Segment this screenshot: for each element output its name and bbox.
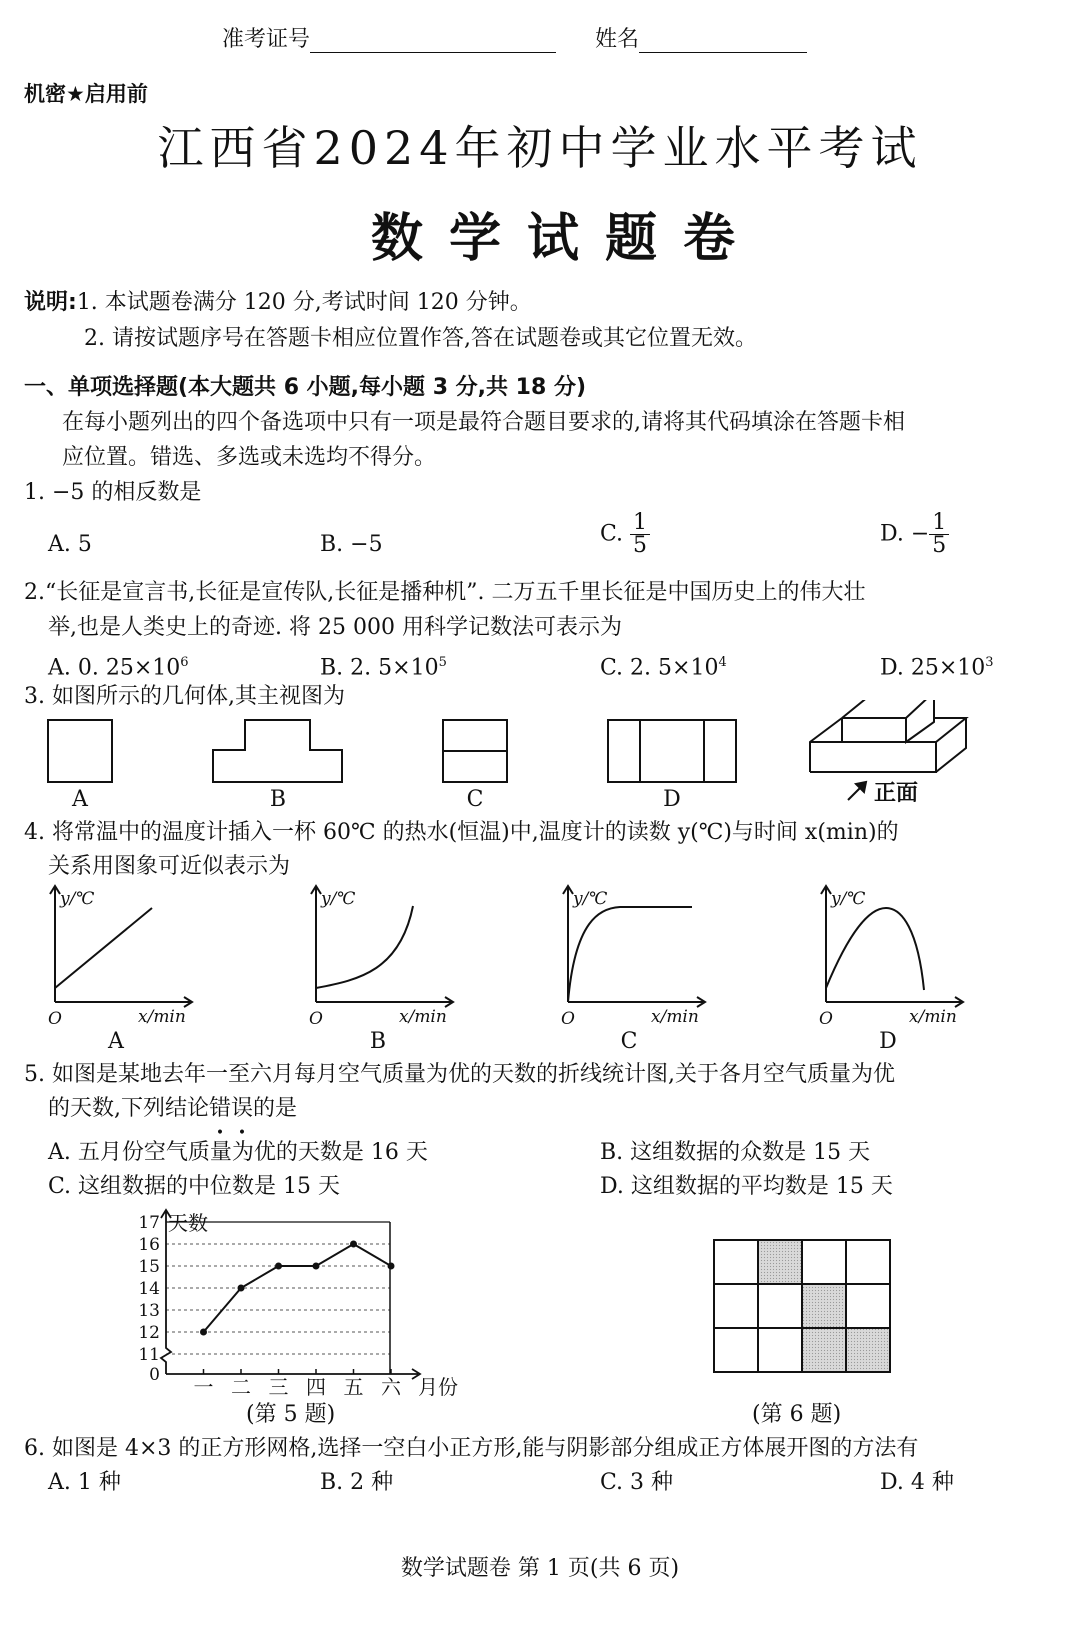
q6-option-d: D. 4 种: [880, 1470, 954, 1495]
exam-id-blank: [310, 30, 556, 53]
data-point: [275, 1263, 282, 1270]
secret-mark: 机密★启用前: [24, 82, 148, 106]
q5-option-c: C. 这组数据的中位数是 15 天: [48, 1174, 341, 1199]
chart-ylabel: 天数: [168, 1211, 208, 1235]
q5-option-b: B. 这组数据的众数是 15 天: [600, 1140, 871, 1165]
q1-stem: 1. −5 的相反数是: [24, 480, 202, 505]
data-point: [388, 1263, 395, 1270]
q2-stem-2: 举,也是人类史上的奇迹. 将 25 000 用科学记数法可表示为: [48, 615, 622, 640]
instruction-item: 1. 本试题卷满分 120 分,考试时间 120 分钟。: [76, 290, 532, 315]
numerator: 1: [929, 512, 949, 535]
x-tick-label: 一: [193, 1375, 214, 1399]
data-point: [238, 1285, 245, 1292]
exponent: 5: [438, 655, 447, 670]
instructions-label: 说明:: [24, 290, 77, 315]
q2-b-text: B. 2. 5×10: [320, 655, 439, 681]
q4-origin: O: [561, 1009, 575, 1029]
y-tick-label: 15: [138, 1257, 160, 1277]
q1-c-prefix: C.: [600, 521, 624, 547]
exam-id-label: 准考证号: [222, 27, 311, 52]
q3-label-b: B: [269, 787, 287, 812]
q5-option-a: A. 五月份空气质量为优的天数是 16 天: [48, 1140, 428, 1165]
q4-stem-1: 4. 将常温中的温度计插入一杯 60℃ 的热水(恒温)中,温度计的读数 y(℃)与时间 x(min)的: [24, 820, 899, 845]
q1-d-prefix: D. −: [880, 521, 930, 547]
q6-option-b: B. 2 种: [320, 1470, 394, 1495]
q5-emphasis: 误: [231, 1096, 254, 1121]
q5-line-chart: [130, 1206, 490, 1406]
q4-stem-2: 关系用图象可近似表示为: [48, 854, 291, 879]
q4-ylabel: y/℃: [60, 889, 95, 909]
denominator: 5: [633, 533, 648, 558]
q4-ylabel: y/℃: [321, 889, 356, 909]
q3-label-c: C: [466, 787, 484, 812]
exam-id-field: [222, 22, 556, 53]
q6-option-c: C. 3 种: [600, 1470, 674, 1495]
q2-option-d: [880, 648, 994, 683]
q4-ylabel: y/℃: [831, 889, 866, 909]
section-heading: 一、单项选择题(本大题共 6 小题,每小题 3 分,共 18 分): [24, 375, 587, 400]
exponent: 4: [718, 655, 727, 670]
y-tick-label: 13: [138, 1301, 160, 1321]
q3-view-a: [48, 720, 112, 782]
numerator: 1: [630, 512, 650, 535]
chart-series-line: [204, 1244, 392, 1332]
q2-a-text: A. 0. 25×10: [48, 655, 181, 681]
chart-xlabel: 月份: [418, 1375, 458, 1399]
section-desc: 在每小题列出的四个备选项中只有一项是最符合题目要求的,请将其代码填涂在答题卡相: [62, 410, 905, 435]
y-tick-label: 0: [149, 1365, 160, 1385]
q3-solid: [810, 700, 966, 772]
q2-option-c: [600, 648, 727, 683]
exponent: 3: [985, 655, 994, 670]
q5-stem-1: 5. 如图是某地去年一至六月每月空气质量为优的天数的折线统计图,关于各月空气质量为优: [24, 1062, 895, 1087]
x-tick-label: 四: [306, 1375, 326, 1399]
q4-origin: O: [48, 1009, 62, 1029]
q6-grid: [712, 1238, 892, 1374]
y-tick-label: 11: [138, 1345, 160, 1365]
q1-option-d: [880, 512, 949, 557]
q1-d-fraction: [929, 512, 949, 557]
chart-axes: [161, 1210, 420, 1379]
section-desc: 应位置。错选、多选或未选均不得分。: [62, 445, 437, 470]
data-point: [200, 1329, 207, 1336]
q3-view-c: [443, 720, 507, 782]
y-tick-label: 14: [138, 1279, 160, 1299]
x-tick-label: 二: [231, 1375, 251, 1399]
x-tick-label: 三: [268, 1375, 289, 1399]
q1-c-fraction: [630, 512, 650, 557]
q6-shaded-cells: [758, 1240, 890, 1372]
q5-option-d: D. 这组数据的平均数是 15 天: [600, 1174, 893, 1199]
denominator: 5: [932, 533, 947, 558]
q1-option-a: A. 5: [48, 532, 92, 557]
q2-option-b: [320, 648, 447, 683]
q5-caption: (第 5 题): [246, 1402, 336, 1427]
q4-graphs: [0, 880, 1080, 1060]
x-tick-label: 六: [381, 1375, 401, 1399]
page-footer: 数学试题卷 第 1 页(共 6 页): [400, 1556, 680, 1581]
q4-ylabel: y/℃: [573, 889, 608, 909]
q4-xlabel: x/min: [651, 1007, 699, 1027]
q3-figures: [0, 700, 1080, 820]
data-point: [313, 1263, 320, 1270]
q4-label-b: B: [369, 1029, 387, 1054]
y-tick-label: 12: [138, 1323, 160, 1343]
y-tick-label: 16: [138, 1235, 160, 1255]
q2-stem-1: 2.“长征是宣言书,长征是宣传队,长征是播种机”. 二万五千里长征是中国历史上的伟大壮: [24, 580, 866, 605]
instruction-item: 2. 请按试题序号在答题卡相应位置作答,答在试题卷或其它位置无效。: [84, 326, 757, 351]
q3-view-d: [608, 720, 736, 782]
q3-label-d: D: [663, 787, 681, 812]
q3-label-a: A: [72, 787, 88, 812]
q5-emphasis: 错: [209, 1096, 232, 1121]
q4-xlabel: x/min: [399, 1007, 447, 1027]
q2-option-a: [48, 648, 189, 683]
q4-label-c: C: [620, 1029, 638, 1054]
q5-stem-text: 的天数,下列结论: [48, 1096, 209, 1121]
y-tick-label: 17: [138, 1213, 160, 1233]
arrow-icon: [848, 782, 866, 800]
x-tick-label: 五: [343, 1375, 364, 1399]
instructions-line-1: [24, 288, 532, 318]
q4-label-a: A: [108, 1029, 124, 1054]
q6-option-a: A. 1 种: [48, 1470, 121, 1495]
q4-label-d: D: [879, 1029, 897, 1054]
name-blank: [639, 30, 807, 53]
q1-option-b: B. −5: [320, 532, 383, 557]
q6-stem: 6. 如图是 4×3 的正方形网格,选择一空白小正方形,能与阴影部分组成正方体展开图的方法有: [24, 1436, 919, 1461]
q6-caption: (第 6 题): [752, 1402, 842, 1427]
q3-stem: 3. 如图所示的几何体,其主视图为: [24, 684, 345, 709]
q1-option-c: [600, 512, 650, 557]
exam-title: 江西省2024年初中学业水平考试: [157, 121, 923, 175]
name-label: 姓名: [595, 27, 640, 52]
q4-origin: O: [309, 1009, 323, 1029]
q4-origin: O: [819, 1009, 833, 1029]
q2-c-text: C. 2. 5×10: [600, 655, 719, 681]
q5-stem-text: 的是: [253, 1096, 298, 1121]
q4-xlabel: x/min: [909, 1007, 957, 1027]
q4-xlabel: x/min: [138, 1007, 186, 1027]
data-point: [350, 1241, 357, 1248]
name-field: [595, 22, 807, 53]
q3-view-b: [213, 720, 342, 782]
q5-stem-2: [48, 1094, 297, 1124]
chart-y-ticks: [138, 1213, 160, 1385]
exponent: 6: [180, 655, 189, 670]
q2-d-text: D. 25×10: [880, 655, 986, 681]
paper-title: 数学试题卷: [370, 209, 761, 269]
q3-front-label: 正面: [874, 780, 919, 806]
